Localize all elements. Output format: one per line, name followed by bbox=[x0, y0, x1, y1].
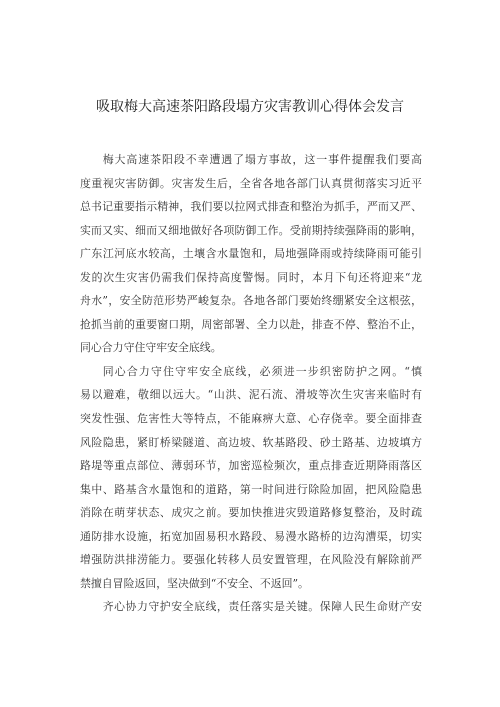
text-line: 齐心协力守护安全底线，责任落实是关键。保障人民生命财产安 bbox=[102, 600, 422, 614]
text-line: 广东江河底水较高，土壤含水量饱和，局地强降雨或持续降雨可能引 bbox=[80, 247, 422, 261]
text-line: 路堤等重点部位、薄弱环节，加密巡检频次，重点排查近期降雨落区 bbox=[80, 459, 422, 473]
text-line: 突发性强、危害性大等特点，不能麻痹大意、心存侥幸。要全面排查 bbox=[80, 412, 422, 426]
text-line: 抢抓当前的重要窗口期，周密部署、全力以赴，排查不停、整治不止， bbox=[80, 317, 422, 331]
text-line: 度重视灾害防御。灾害发生后，全省各地各部门认真贯彻落实习近平 bbox=[80, 176, 422, 190]
text-line: 舟水”，安全防范形势严峻复杂。各地各部门要始终绷紧安全这根弦， bbox=[80, 294, 422, 308]
text-line: 同心合力守住守牢安全底线，必须进一步织密防护之网。“慎 bbox=[102, 364, 422, 378]
document-title: 吸取梅大高速茶阳路段塌方灾害教训心得体会发言 bbox=[96, 99, 404, 115]
text-line: 梅大高速茶阳段不幸遭遇了塌方事故，这一事件提醒我们要高 bbox=[102, 153, 422, 166]
text-line: 消除在萌芽状态、成灾之前。要加快推进灾毁道路修复整治，及时疏 bbox=[80, 506, 422, 520]
paragraph-1 bbox=[80, 148, 422, 360]
text-line: 同心合力守住守牢安全底线。 bbox=[80, 341, 222, 355]
text-line: 易以避难，敬细以远大。“山洪、泥石流、滑坡等次生灾害来临时有 bbox=[80, 388, 422, 402]
text-line: 增强防洪排涝能力。要强化转移人员安置管理，在风险没有解除前严 bbox=[80, 553, 422, 567]
text-line: 通防排水设施，拓宽加固易积水路段、易漫水路桥的边沟漕渠，切实 bbox=[80, 529, 422, 543]
paragraph-3 bbox=[80, 595, 422, 619]
text-line: 实而又实、细而又细地做好各项防御工作。受前期持续强降雨的影响， bbox=[80, 223, 422, 237]
document-body bbox=[80, 148, 422, 619]
paragraph-2 bbox=[80, 360, 422, 595]
text-line: 风险隐患，紧盯桥梁隧道、高边坡、软基路段、砂土路基、边坡填方 bbox=[80, 435, 422, 449]
text-line: 发的次生灾害仍需我们保持高度警惕。同时，本月下旬还将迎来“龙 bbox=[80, 270, 422, 284]
text-line: 总书记重要指示精神，我们要以拉网式排查和整治为抓手，严而又严、 bbox=[80, 200, 422, 214]
text-line: 集中、路基含水量饱和的道路，第一时间进行除险加固，把风险隐患 bbox=[80, 482, 422, 496]
text-line: 禁擅自冒险返回，坚决做到“不安全、不返回”。 bbox=[80, 576, 309, 590]
